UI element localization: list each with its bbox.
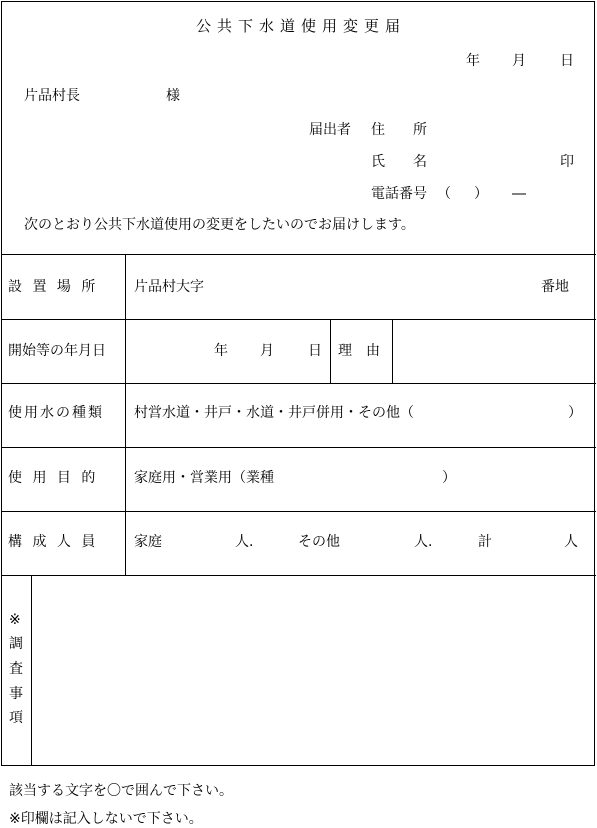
label-column-divider bbox=[125, 254, 126, 575]
submission-day-field[interactable] bbox=[530, 48, 558, 74]
survey-label-char: 項 bbox=[9, 710, 23, 726]
members-total-field[interactable] bbox=[498, 520, 558, 566]
members-total-label: 計 bbox=[478, 534, 492, 550]
footnote-official-use: ※印欄は記入しないで下さい。 bbox=[9, 811, 203, 827]
applicant-address-field[interactable] bbox=[440, 117, 580, 141]
members-household-label: 家庭 bbox=[134, 534, 162, 550]
water-type-label: 使用水の種類 bbox=[8, 405, 104, 421]
submission-year-field[interactable] bbox=[420, 48, 464, 74]
purpose-label: 使 用 目 的 bbox=[8, 470, 99, 486]
location-suffix: 番地 bbox=[541, 279, 569, 295]
start-date-label: 開始等の年月日 bbox=[8, 343, 106, 359]
row-divider bbox=[1, 447, 596, 448]
survey-column-divider bbox=[31, 575, 32, 766]
members-other-label: その他 bbox=[298, 534, 340, 550]
footnote-circle-instruction: 該当する文字を〇で囲んで下さい。 bbox=[9, 783, 233, 799]
start-date-month: 月 bbox=[260, 343, 274, 359]
applicant-address-label: 住 所 bbox=[371, 122, 427, 138]
reason-label: 理 由 bbox=[338, 343, 380, 359]
members-unit-2: 人. bbox=[414, 534, 433, 550]
start-date-field[interactable] bbox=[130, 326, 326, 376]
date-year-label: 年 bbox=[466, 53, 480, 69]
members-label: 構 成 人 員 bbox=[8, 534, 99, 550]
location-prefix: 片品村大字 bbox=[134, 279, 204, 295]
addressee-honorific: 様 bbox=[166, 88, 180, 104]
survey-label-char: 事 bbox=[9, 686, 23, 702]
survey-area bbox=[34, 578, 594, 764]
start-date-day: 日 bbox=[308, 343, 322, 359]
purpose-options[interactable]: 家庭用・営業用（業種 bbox=[134, 470, 274, 486]
form-title: 公共下水道使用変更届 bbox=[196, 17, 407, 35]
row-divider bbox=[1, 319, 596, 320]
survey-label-char: 査 bbox=[9, 661, 23, 677]
purpose-industry-field[interactable] bbox=[296, 456, 436, 502]
water-type-other-field[interactable] bbox=[452, 392, 568, 438]
water-type-close: ） bbox=[568, 405, 582, 421]
applicant-phone-label: 電話番号 bbox=[371, 186, 427, 202]
applicant-name-label: 氏 名 bbox=[371, 154, 427, 170]
intro-text: 次のとおり公共下水道使用の変更をしたいのでお届けします。 bbox=[24, 217, 415, 233]
reason-divider-right bbox=[392, 319, 393, 383]
location-label: 設 置 場 所 bbox=[8, 279, 99, 295]
row-divider bbox=[1, 511, 596, 512]
row-divider bbox=[1, 575, 596, 576]
seal-mark: 印 bbox=[560, 154, 574, 170]
reason-divider-left bbox=[330, 319, 331, 383]
members-other-field[interactable] bbox=[350, 520, 410, 566]
members-unit-3: 人 bbox=[564, 534, 578, 550]
purpose-close: ） bbox=[442, 470, 456, 486]
phone-open-paren: （ bbox=[437, 186, 451, 202]
location-field[interactable] bbox=[210, 262, 530, 312]
date-day-label: 日 bbox=[560, 53, 574, 69]
reason-field[interactable] bbox=[396, 323, 592, 379]
addressee-name: 片品村長 bbox=[24, 88, 80, 104]
members-household-field[interactable] bbox=[170, 520, 230, 566]
members-unit-1: 人. bbox=[235, 534, 254, 550]
submission-month-field[interactable] bbox=[482, 48, 510, 74]
start-date-year: 年 bbox=[214, 343, 228, 359]
phone-close-paren: ） bbox=[474, 186, 488, 202]
applicant-label: 届出者 bbox=[309, 122, 351, 138]
row-divider bbox=[1, 254, 596, 255]
survey-label-char: 調 bbox=[9, 636, 23, 652]
date-month-label: 月 bbox=[512, 53, 526, 69]
row-divider bbox=[1, 383, 596, 384]
applicant-name-field[interactable] bbox=[440, 149, 550, 173]
water-type-options[interactable]: 村営水道・井戸・水道・井戸併用・その他（ bbox=[134, 405, 414, 421]
survey-label-mark: ※ bbox=[9, 612, 21, 628]
phone-dash: ― bbox=[512, 186, 526, 202]
applicant-phone-field[interactable] bbox=[452, 181, 572, 205]
